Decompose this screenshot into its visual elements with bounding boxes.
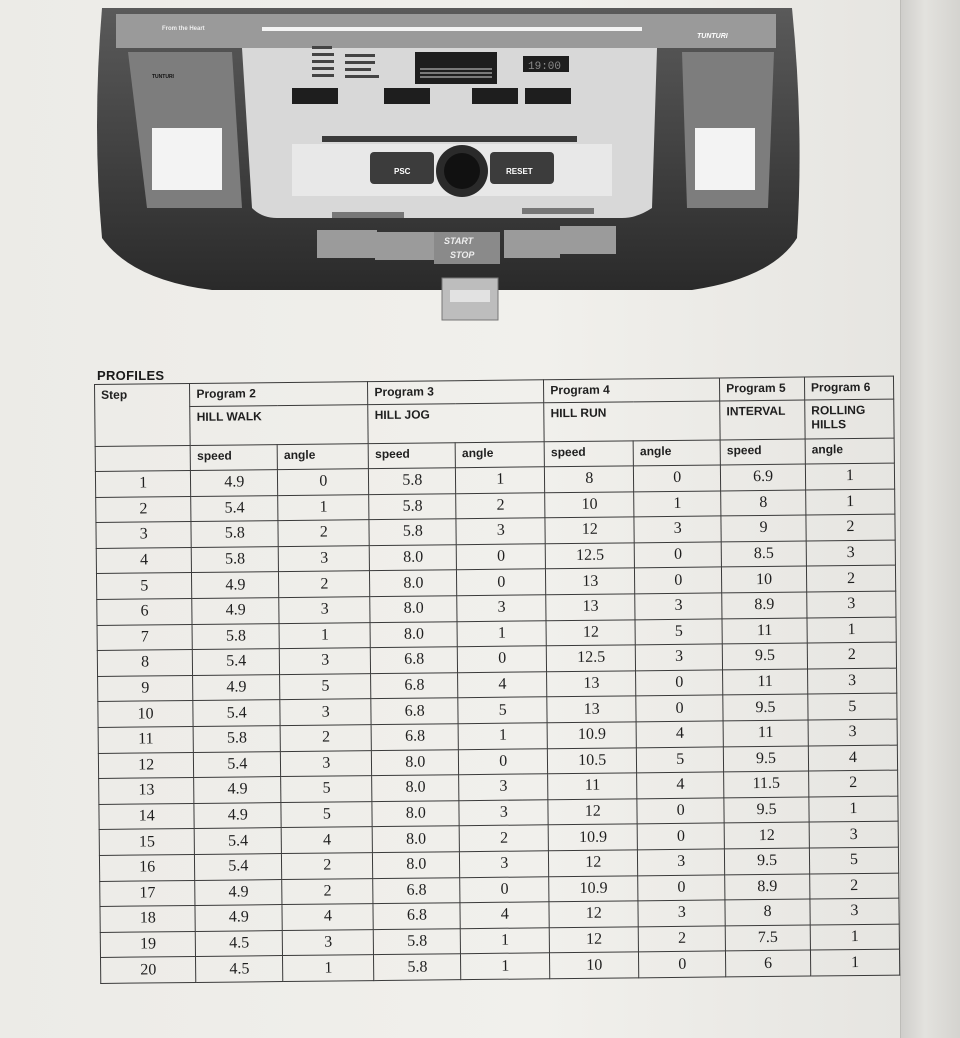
cell-p2-angle: 3 <box>280 648 371 675</box>
cell-p5-speed: 9 <box>721 515 806 541</box>
cell-p3-angle: 3 <box>459 799 548 826</box>
cell-step: 9 <box>98 675 194 702</box>
cell-p5-speed: 8 <box>725 899 810 925</box>
time-display-value: 19:00 <box>528 61 562 73</box>
cell-step: 17 <box>100 880 196 907</box>
treadmill-console-illustration <box>92 8 812 328</box>
cell-p3-angle: 1 <box>457 620 546 647</box>
cell-p5-speed: 8.9 <box>722 592 807 618</box>
cell-p6-angle: 1 <box>810 924 899 951</box>
cell-p4-angle: 0 <box>637 798 724 825</box>
cell-p3-speed: 8.0 <box>370 621 457 648</box>
program-5-header <box>720 377 805 401</box>
cell-p3-angle: 0 <box>457 569 546 596</box>
cell-p2-speed: 5.4 <box>193 649 280 676</box>
program-5-label: Program 5 <box>726 380 786 396</box>
cell-p2-angle: 2 <box>282 853 373 880</box>
cell-step: 14 <box>99 803 195 830</box>
cell-p3-angle: 4 <box>460 902 549 929</box>
sub-header-speed: speed <box>191 445 278 471</box>
cell-p3-speed: 8.0 <box>372 775 459 802</box>
cell-p4-angle: 0 <box>635 567 722 594</box>
cell-p6-angle: 1 <box>805 463 894 490</box>
program-4-header <box>544 378 720 403</box>
cell-p5-speed: 8.9 <box>725 874 810 900</box>
cell-step: 4 <box>96 547 192 574</box>
cell-p2-speed: 5.8 <box>192 623 279 650</box>
cell-step: 2 <box>96 496 192 523</box>
cell-p2-speed: 5.8 <box>192 546 279 573</box>
program-5-name: INTERVAL <box>720 400 805 440</box>
cell-p2-speed: 4.9 <box>195 879 282 906</box>
cell-p3-angle: 5 <box>458 697 547 724</box>
cell-p2-speed: 4.9 <box>191 470 278 497</box>
page-edge <box>900 0 960 1038</box>
cell-p2-speed: 5.4 <box>191 495 278 522</box>
start-label: START <box>444 236 474 246</box>
incline-down-button <box>375 232 435 260</box>
display-2 <box>384 88 430 104</box>
cell-p3-angle: 1 <box>460 927 549 954</box>
level-scale <box>322 136 577 142</box>
cell-p2-speed: 4.9 <box>194 802 281 829</box>
cell-p3-angle: 0 <box>458 646 547 673</box>
cell-p4-angle: 0 <box>634 542 721 569</box>
cell-p4-angle: 1 <box>634 491 721 518</box>
cell-step: 11 <box>98 726 194 753</box>
cell-p5-speed: 9.5 <box>724 797 809 823</box>
cell-p4-speed: 10 <box>550 952 639 979</box>
cell-p4-angle: 0 <box>636 670 723 697</box>
sub-header-speed: speed <box>369 443 456 469</box>
cell-p5-speed: 6.9 <box>721 464 806 490</box>
sub-header-speed: speed <box>720 439 805 465</box>
cell-p6-angle: 2 <box>809 770 898 797</box>
cell-p3-speed: 6.8 <box>371 698 458 725</box>
program-3-header <box>368 380 544 405</box>
cell-p5-speed: 11 <box>722 618 807 644</box>
program-4-name: HILL RUN <box>544 401 720 442</box>
program-6-name: ROLLING HILLS <box>805 399 894 439</box>
program-3-name: HILL JOG <box>368 403 544 444</box>
cell-p6-angle: 4 <box>808 745 897 772</box>
cell-p6-angle: 2 <box>810 873 899 900</box>
cell-p3-speed: 6.8 <box>373 903 460 930</box>
cell-step: 20 <box>101 957 197 984</box>
cell-p4-angle: 5 <box>635 618 722 645</box>
cell-p6-angle: 1 <box>806 489 895 516</box>
cell-p4-angle: 3 <box>638 849 725 876</box>
cell-step: 15 <box>99 829 195 856</box>
cell-p2-angle: 4 <box>282 904 373 931</box>
stop-label: STOP <box>450 250 475 260</box>
cell-p3-speed: 8.0 <box>370 544 457 571</box>
cell-p3-speed: 5.8 <box>369 519 456 546</box>
display-4 <box>525 88 571 104</box>
cell-p4-speed: 13 <box>546 594 635 621</box>
cell-p2-speed: 5.4 <box>193 700 280 727</box>
cell-step: 6 <box>97 598 193 625</box>
cell-p5-speed: 8.5 <box>721 541 806 567</box>
cell-p3-speed: 8.0 <box>370 570 457 597</box>
program-6-label: Program 6 <box>810 379 871 395</box>
program-6-header <box>804 376 893 400</box>
cell-p6-angle: 2 <box>807 642 896 669</box>
reset-button-label: RESET <box>506 167 533 176</box>
cell-p5-speed: 11.5 <box>724 771 809 797</box>
cell-p4-speed: 12 <box>549 901 638 928</box>
cell-p3-speed: 6.8 <box>371 724 458 751</box>
rabbit-button <box>560 226 616 254</box>
cell-p2-speed: 4.9 <box>192 598 279 625</box>
cell-p2-angle: 5 <box>280 673 371 700</box>
cell-p2-angle: 3 <box>280 699 371 726</box>
cell-p3-angle: 0 <box>459 748 548 775</box>
cell-p6-angle: 1 <box>807 617 896 644</box>
blank-header-cell <box>95 445 191 471</box>
incline-up-button <box>317 230 377 258</box>
cell-p4-speed: 12 <box>549 850 638 877</box>
cell-p5-speed: 11 <box>723 669 808 695</box>
cell-p3-speed: 6.8 <box>373 877 460 904</box>
cell-p2-speed: 4.5 <box>196 930 283 957</box>
cell-p3-angle: 1 <box>461 953 550 980</box>
cell-p2-speed: 5.8 <box>193 726 280 753</box>
cell-p3-speed: 5.8 <box>369 493 456 520</box>
cell-p3-angle: 0 <box>456 544 545 571</box>
cell-step: 18 <box>100 906 196 933</box>
cell-p3-angle: 4 <box>458 672 547 699</box>
cell-p2-angle: 4 <box>281 827 372 854</box>
cell-p5-speed: 9.5 <box>725 848 810 874</box>
cell-p3-speed: 6.8 <box>371 672 458 699</box>
cell-step: 19 <box>100 931 196 958</box>
cell-p3-speed: 8.0 <box>373 826 460 853</box>
cell-p5-speed: 9.5 <box>723 746 808 772</box>
cell-step: 7 <box>97 624 193 651</box>
cell-p6-angle: 3 <box>806 540 895 567</box>
cell-p4-speed: 10.5 <box>548 747 637 774</box>
cell-p5-speed: 9.5 <box>723 694 808 720</box>
cell-p2-angle: 2 <box>280 725 371 752</box>
cell-p2-angle: 1 <box>283 955 374 982</box>
cell-p3-speed: 5.8 <box>374 954 461 981</box>
cell-p6-angle: 1 <box>810 949 899 976</box>
brand-left-text: From the Heart <box>162 26 205 32</box>
cell-p4-speed: 12 <box>548 799 637 826</box>
psc-button-label: PSC <box>394 167 411 176</box>
cell-p3-angle: 3 <box>457 595 546 622</box>
program-2-name: HILL WALK <box>190 405 368 446</box>
cell-p4-speed: 10 <box>545 491 634 518</box>
cell-step: 1 <box>95 470 191 497</box>
cell-p2-angle: 1 <box>279 622 370 649</box>
sub-header-angle: angle <box>277 444 368 470</box>
cell-p4-angle: 0 <box>634 465 721 492</box>
program-4-label: Program 4 <box>550 382 610 398</box>
cell-p2-angle: 3 <box>279 597 370 624</box>
profiles-table-body <box>95 463 899 983</box>
cell-p4-speed: 8 <box>545 466 634 493</box>
cell-p4-speed: 13 <box>547 671 636 698</box>
cell-p2-speed: 4.9 <box>192 572 279 599</box>
cell-p3-angle: 3 <box>456 518 545 545</box>
cell-p4-speed: 12 <box>549 927 638 954</box>
cell-p4-angle: 3 <box>635 593 722 620</box>
cell-p2-angle: 2 <box>278 520 369 547</box>
cell-p3-angle: 2 <box>459 825 548 852</box>
cell-p4-speed: 13 <box>546 568 635 595</box>
cell-p4-speed: 10.9 <box>549 875 638 902</box>
cell-p5-speed: 11 <box>723 720 808 746</box>
cell-p4-speed: 10.9 <box>547 722 636 749</box>
cell-p4-angle: 3 <box>638 900 725 927</box>
cell-p3-speed: 5.8 <box>374 928 461 955</box>
cell-p3-speed: 8.0 <box>373 852 460 879</box>
cell-p6-angle: 1 <box>809 796 898 823</box>
cell-p4-speed: 12 <box>545 517 634 544</box>
cell-p5-speed: 10 <box>722 566 807 592</box>
cell-p6-angle: 5 <box>809 847 898 874</box>
cell-p4-angle: 0 <box>636 695 723 722</box>
sub-header-speed: speed <box>544 441 633 467</box>
cell-p5-speed: 7.5 <box>725 925 810 951</box>
cell-p4-angle: 0 <box>637 823 724 850</box>
cell-p2-speed: 5.4 <box>194 751 281 778</box>
brand-right-text: TUNTURI <box>697 33 728 40</box>
display-1 <box>292 88 338 104</box>
cell-p2-angle: 3 <box>278 545 369 572</box>
cell-p2-speed: 4.9 <box>193 674 280 701</box>
cell-p4-angle: 0 <box>638 874 725 901</box>
cell-p4-angle: 2 <box>638 926 725 953</box>
cell-p2-angle: 2 <box>279 571 370 598</box>
cell-step: 5 <box>96 573 192 600</box>
profiles-title: PROFILES <box>97 368 165 383</box>
profiles-table <box>94 376 900 984</box>
cell-p3-speed: 8.0 <box>372 749 459 776</box>
cell-p3-angle: 3 <box>459 774 548 801</box>
cell-p6-angle: 5 <box>808 693 897 720</box>
cell-step: 8 <box>97 650 193 677</box>
cell-p6-angle: 3 <box>808 719 897 746</box>
cell-p2-angle: 3 <box>281 750 372 777</box>
cell-p6-angle: 3 <box>810 898 899 925</box>
cell-p4-angle: 4 <box>636 721 723 748</box>
cell-p2-speed: 5.4 <box>195 828 282 855</box>
cell-p2-speed: 5.4 <box>195 853 282 880</box>
cell-p5-speed: 9.5 <box>722 643 807 669</box>
display-3 <box>472 88 518 104</box>
cell-p6-angle: 3 <box>807 668 896 695</box>
sub-header-angle: angle <box>805 438 894 464</box>
program-2-label: Program 2 <box>196 386 256 401</box>
cell-p4-speed: 10.9 <box>548 824 637 851</box>
cell-p5-speed: 12 <box>724 822 809 848</box>
cell-p4-speed: 12.5 <box>547 645 636 672</box>
cell-p4-angle: 3 <box>636 644 723 671</box>
cell-p4-speed: 12.5 <box>545 543 634 570</box>
program-3-label: Program 3 <box>374 384 434 400</box>
cell-p6-angle: 3 <box>807 591 896 618</box>
cell-p2-angle: 5 <box>281 776 372 803</box>
cell-p4-speed: 13 <box>547 696 636 723</box>
step-header: Step <box>95 383 191 446</box>
cell-p3-angle: 1 <box>458 723 547 750</box>
cell-p4-angle: 0 <box>639 951 726 978</box>
cell-p2-angle: 0 <box>278 469 369 496</box>
cell-p3-speed: 8.0 <box>372 800 459 827</box>
cell-p5-speed: 8 <box>721 490 806 516</box>
cell-p4-speed: 12 <box>546 619 635 646</box>
cell-p3-angle: 0 <box>460 876 549 903</box>
cell-step: 13 <box>99 778 195 805</box>
cell-p6-angle: 2 <box>806 565 895 592</box>
cell-p3-speed: 5.8 <box>369 468 456 495</box>
cell-p2-angle: 2 <box>282 878 373 905</box>
turtle-button <box>504 230 560 258</box>
cell-p4-angle: 3 <box>634 516 721 543</box>
cell-p6-angle: 2 <box>806 514 895 541</box>
cell-p2-angle: 3 <box>282 929 373 956</box>
cell-p2-speed: 4.9 <box>195 905 282 932</box>
cell-p5-speed: 6 <box>726 950 811 976</box>
cell-p6-angle: 3 <box>809 821 898 848</box>
cell-p2-angle: 1 <box>278 494 369 521</box>
cell-p2-angle: 5 <box>281 801 372 828</box>
cell-p3-angle: 2 <box>456 492 545 519</box>
sub-header-angle: angle <box>455 442 544 468</box>
cell-p3-speed: 8.0 <box>370 596 457 623</box>
program-2-header <box>190 382 368 407</box>
cell-p4-angle: 5 <box>637 746 724 773</box>
cell-p3-angle: 3 <box>460 851 549 878</box>
sub-header-angle: angle <box>633 440 720 466</box>
cell-step: 10 <box>98 701 194 728</box>
cell-step: 16 <box>99 854 195 881</box>
cell-p3-speed: 6.8 <box>371 647 458 674</box>
cell-p4-angle: 4 <box>637 772 724 799</box>
cell-p2-speed: 4.5 <box>196 956 283 983</box>
left-panel-brand: TUNTURI <box>152 74 174 80</box>
cell-p4-speed: 11 <box>548 773 637 800</box>
cell-p3-angle: 1 <box>456 467 545 494</box>
cell-step: 3 <box>96 522 192 549</box>
cell-p2-speed: 4.9 <box>194 777 281 804</box>
cell-p2-speed: 5.8 <box>191 521 278 548</box>
cell-step: 12 <box>98 752 194 779</box>
